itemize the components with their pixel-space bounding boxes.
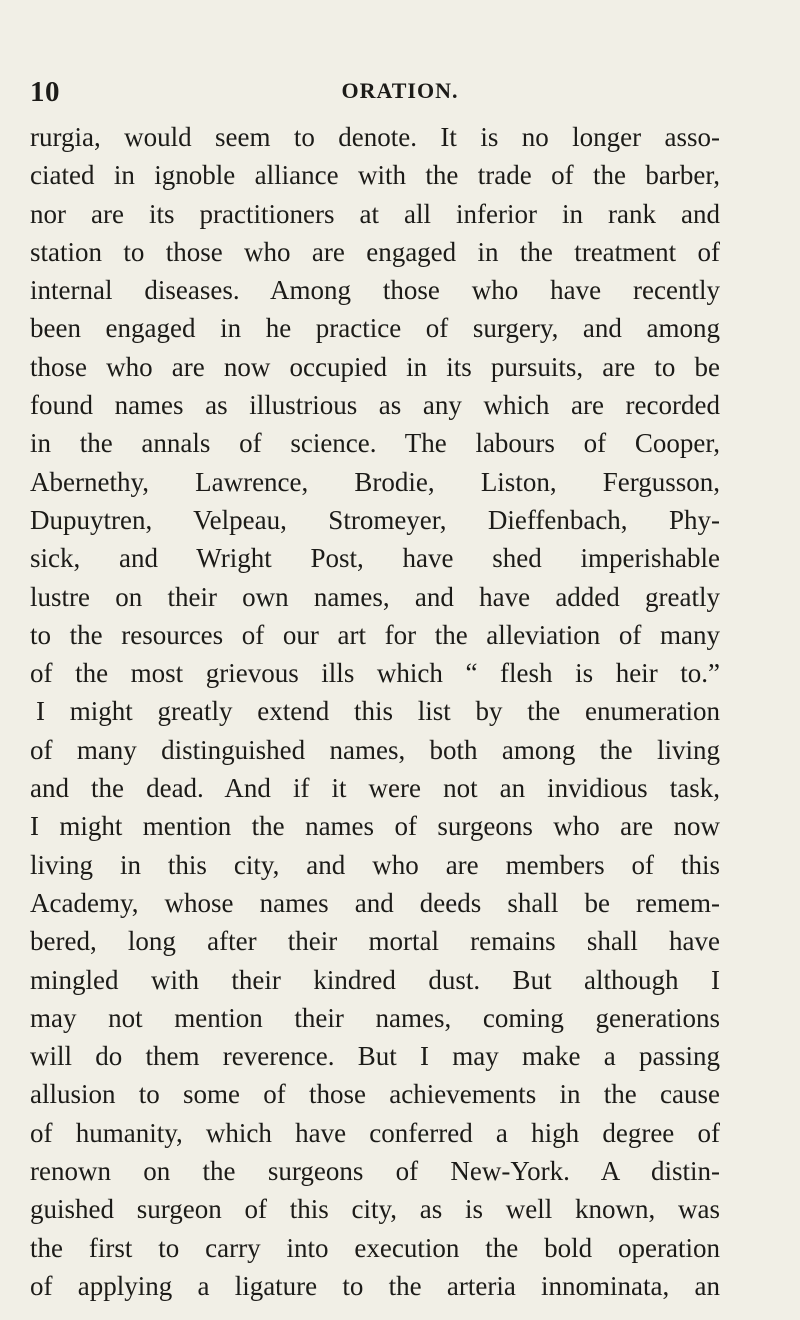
text-line: and the dead. And if it were not an invidious task,	[30, 773, 720, 804]
text-line: ciated in ignoble alliance with the trade of the barber,	[30, 160, 720, 191]
text-line: the first to carry into execution the bold operation	[30, 1232, 720, 1263]
text-line: station to those who are engaged in the treatment of	[30, 236, 720, 267]
text-line: found names as illustrious as any which are recorded	[30, 390, 720, 421]
text-line: allusion to some of those achievements in the cause	[30, 1079, 720, 1110]
text-line: of applying a ligature to the arteria innominata, an	[30, 1270, 720, 1301]
text-line: of humanity, which have conferred a high degree of	[30, 1117, 720, 1148]
text-line: renown on the surgeons of New-York. A distin-	[30, 1156, 720, 1187]
text-line: sick, and Wright Post, have shed imperishable	[30, 543, 720, 574]
text-line: of the most grievous ills which “ flesh is heir to.”	[30, 658, 720, 689]
text-line: of many distinguished names, both among the living	[30, 734, 720, 765]
text-line: nor are its practitioners at all inferior in rank and	[30, 198, 720, 229]
text-line: those who are now occupied in its pursuits, are to be	[30, 351, 720, 382]
text-line: mingled with their kindred dust. But although I	[30, 964, 720, 995]
text-line: will do them reverence. But I may make a passing	[30, 1041, 720, 1072]
text-line: bered, long after their mortal remains shall have	[30, 926, 720, 957]
page-number: 10	[30, 76, 60, 108]
text-line: internal diseases. Among those who have recently	[30, 275, 720, 306]
text-line: Dupuytren, Velpeau, Stromeyer, Dieffenbach, Phy-	[30, 504, 720, 535]
text-line: to the resources of our art for the alleviation of many	[30, 619, 720, 650]
text-line: living in this city, and who are members of this	[30, 849, 720, 880]
text-line: I might mention the names of surgeons who are now	[30, 811, 720, 842]
text-line: guished surgeon of this city, as is well known, was	[30, 1194, 720, 1225]
text-line: rurgia, would seem to denote. It is no longer asso-	[30, 122, 720, 152]
text-line: I might greatly extend this list by the enumeration	[36, 696, 720, 727]
text-line: been engaged in he practice of surgery, and among	[30, 313, 720, 344]
running-title: ORATION.	[341, 78, 459, 103]
text-line: lustre on their own names, and have added greatly	[30, 581, 720, 612]
text-line: may not mention their names, coming generations	[30, 1002, 720, 1033]
body-text	[30, 118, 720, 1305]
text-line: Abernethy, Lawrence, Brodie, Liston, Fergusson,	[30, 466, 720, 497]
text-line: Academy, whose names and deeds shall be remem-	[30, 887, 720, 918]
text-line: in the annals of science. The labours of Cooper,	[30, 428, 720, 459]
